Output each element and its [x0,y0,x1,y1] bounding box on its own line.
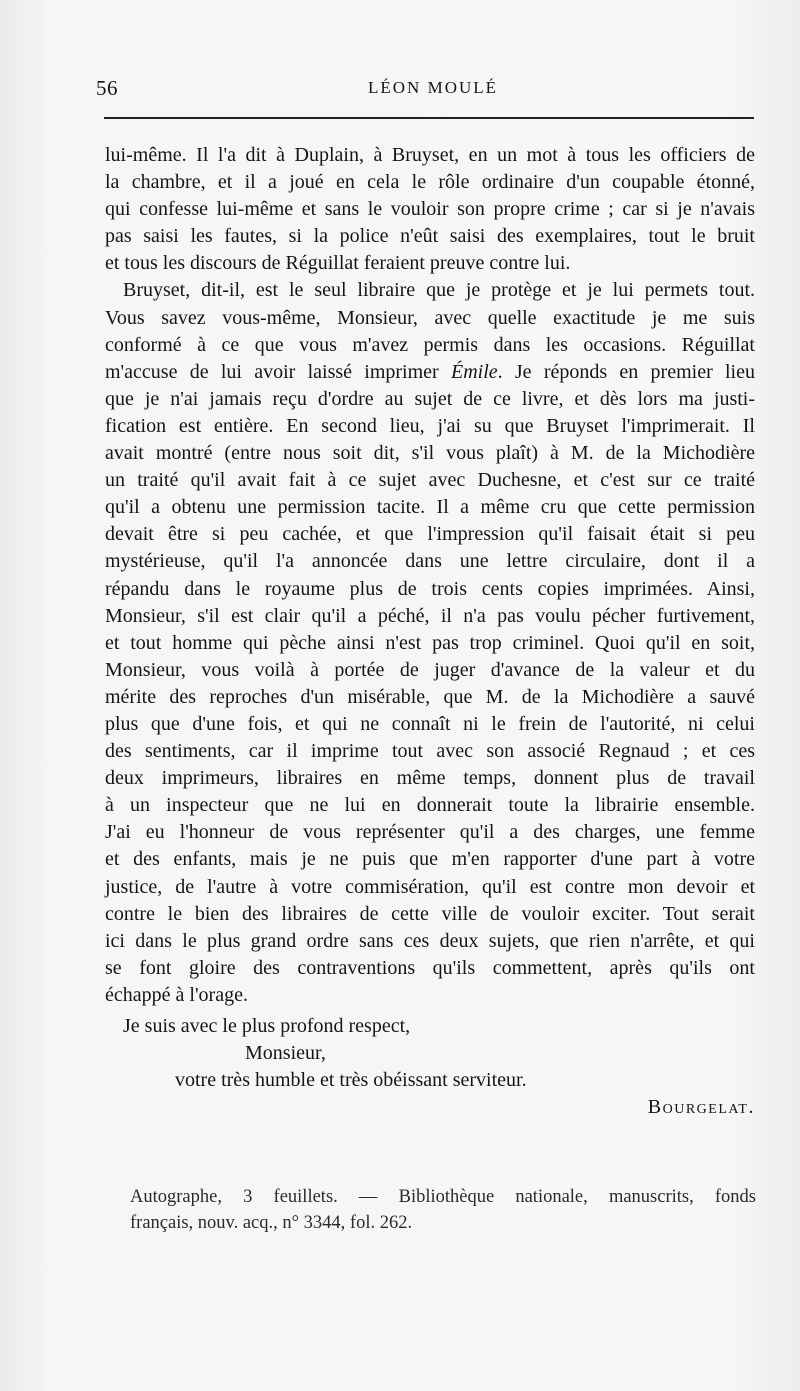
text-line: fication est entière. En second lieu, j'ai su que Bruyset l'imprimerait. Il [105,414,755,437]
text-line: Monsieur, s'il est clair qu'il a péché, il n'a pas voulu pécher furtivement, [105,604,755,627]
text-line: contre le bien des libraires de cette ville de vouloir exciter. Tout serait [105,902,755,925]
text-line-emile [105,359,755,386]
text-line: se font gloire des contraventions qu'ils commettent, après qu'ils ont [105,956,755,979]
text-line: Monsieur, vous voilà à portée de juger d'avance de la valeur et du [105,658,755,681]
text-segment: m'accuse de lui avoir laissé imprimer [105,360,451,383]
text-line: et tout homme qui pèche ainsi n'est pas trop criminel. Quoi qu'il en soit, [105,631,755,654]
text-line: ici dans le plus grand ordre sans ces deux sujets, que rien n'arrête, et qui [105,929,755,952]
text-line: lui-même. Il l'a dit à Duplain, à Bruyset, en un mot à tous les officiers de [105,144,755,166]
closing-salutation: Monsieur, [245,1042,326,1065]
closing-respect: Je suis avec le plus profond respect, [123,1015,411,1037]
text-line: plus que d'une fois, et qui ne connaît ni le frein de l'autorité, ni celui [105,712,755,735]
text-line: justice, de l'autre à votre commisération, qu'il est contre mon devoir et [105,875,755,898]
header-rule [104,117,754,119]
source-footnote [130,1184,756,1236]
signature: Bourgelat. [647,1096,755,1119]
text-line: devait être si peu cachée, et que l'impression qu'il faisait était si peu [105,523,755,546]
text-line: Bruyset, dit-il, est le seul libraire que je protège et je lui permets tout. [123,279,755,302]
footnote-line: français, nouv. acq., n° 3344, fol. 262. [130,1213,413,1233]
text-line: J'ai eu l'honneur de vous représenter qu'il a des charges, une femme [105,821,755,844]
text-segment: . Je réponds en premier lieu [497,360,755,383]
page-header [96,74,756,104]
text-line: mystérieuse, qu'il l'a annoncée dans une lettre circulaire, dont il a [105,550,755,573]
text-line: que je n'ai jamais reçu d'ordre au sujet de ce livre, et dès lors ma justi- [105,387,755,410]
text-line: un traité qu'il avait fait à ce sujet avec Duchesne, et c'est sur ce traité [105,469,755,492]
closing-servant: votre très humble et très obéissant serviteur. [175,1069,527,1092]
text-line: la chambre, et il a joué en cela le rôle ordinaire d'un coupable étonné, [105,171,755,194]
text-line: des sentiments, car il imprime tout avec son associé Regnaud ; et ces [105,740,755,763]
text-line: et des enfants, mais je ne puis que m'en rapporter d'une part à votre [105,848,755,871]
letter-body [105,142,755,1121]
text-line: et tous les discours de Réguillat feraient preuve contre lui. [105,252,571,275]
text-line: qui confesse lui-même et sans le vouloir son propre crime ; car si je n'avais [105,198,755,221]
text-line: mérite des reproches d'un misérable, que M. de la Michodière a sauvé [105,685,755,708]
text-line: Vous savez vous-même, Monsieur, avec quelle exactitude je me suis [105,306,755,329]
footnote-line: Autographe, 3 feuillets. — Bibliothèque nationale, manuscrits, fonds [130,1187,756,1207]
text-line: deux imprimeurs, libraires en même temps, donnent plus de travail [105,767,755,790]
text-line: avait montré (entre nous soit dit, s'il vous plaît) à M. de la Michodière [105,442,755,465]
text-line: qu'il a obtenu une permission tacite. Il a même cru que cette permission [105,496,755,519]
text-line: à un inspecteur que ne lui en donnerait toute la librairie ensemble. [105,794,755,817]
running-title: LÉON MOULÉ [368,78,499,97]
text-line: échappé à l'orage. [105,983,248,1006]
book-title-emile: Émile [450,360,498,383]
page-number: 56 [96,76,118,100]
text-line: pas saisi les fautes, si la police n'eût saisi des exemplaires, tout le bruit [105,225,755,248]
letter-closing [105,1013,755,1121]
text-line: conformé à ce que vous m'avez permis dans les occasions. Réguillat [105,333,755,356]
text-line: répandu dans le royaume plus de trois cents copies imprimées. Ainsi, [105,577,755,600]
